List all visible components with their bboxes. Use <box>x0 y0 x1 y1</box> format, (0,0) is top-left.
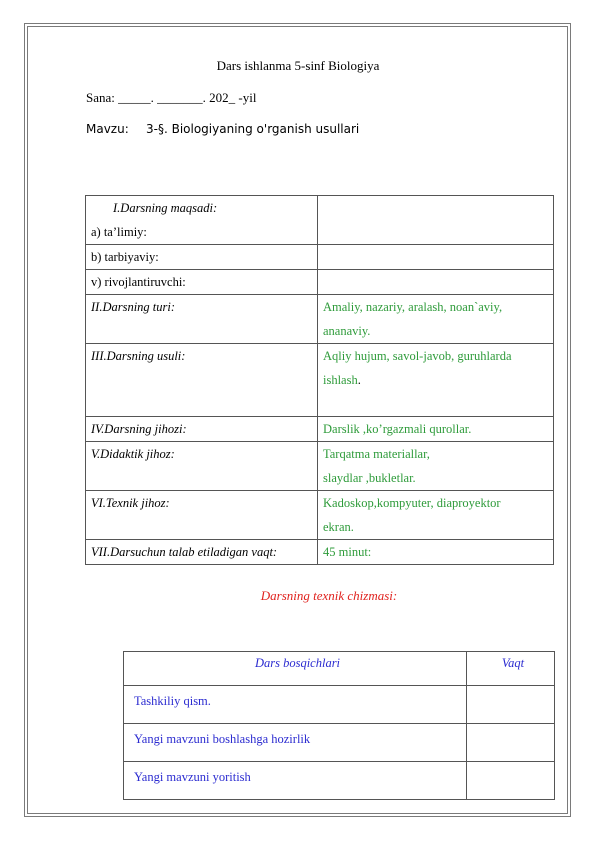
stage-cell: Tashkiliy qism. <box>124 686 467 724</box>
technical-value-line-2: ekran. <box>323 520 354 534</box>
method-value-text: ishlash <box>323 373 358 387</box>
technical-value <box>318 491 554 540</box>
table-row <box>86 295 554 344</box>
time-cell <box>467 686 555 724</box>
type-label: II.Darsning turi: <box>86 295 318 344</box>
method-value-line-1: Aqliy hujum, savol-javob, guruhlarda <box>323 349 512 363</box>
didactic-value <box>318 442 554 491</box>
method-value <box>318 344 554 417</box>
document-title: Dars ishlanma 5-sinf Biologiya <box>216 58 380 73</box>
table-row <box>124 724 555 762</box>
time-label: VII.Darsuchun talab etiladigan vaqt: <box>86 540 318 565</box>
didactic-value-line-2: slaydlar ,bukletlar. <box>323 471 416 485</box>
topic-line <box>86 122 359 136</box>
time-cell <box>467 762 555 800</box>
table-row <box>86 270 554 295</box>
table-row <box>124 686 555 724</box>
goal-cell <box>86 196 318 245</box>
time-cell <box>467 724 555 762</box>
time-value: 45 minut: <box>318 540 554 565</box>
col-header-stages: Dars bosqichlari <box>124 652 467 686</box>
table-row <box>86 491 554 540</box>
topic-value: 3-§. Biologiyaning o'rganish usullari <box>146 122 360 136</box>
goal-b: b) tarbiyaviy: <box>86 245 318 270</box>
type-value <box>318 295 554 344</box>
stage-cell: Yangi mavzuni yoritish <box>124 762 467 800</box>
goal-heading: I.Darsning maqsadi: <box>113 201 218 215</box>
table-row <box>86 442 554 491</box>
table-header-row <box>124 652 555 686</box>
method-value-dot: . <box>357 373 361 387</box>
type-value-line-1: Amaliy, nazariy, aralash, noan`aviy, <box>323 300 503 314</box>
goal-a: a) ta’limiy: <box>91 225 147 239</box>
goal-v: v) rivojlantiruvchi: <box>86 270 318 295</box>
empty-cell <box>318 245 554 270</box>
didactic-value-line-1: Tarqatma materiallar, <box>323 447 430 461</box>
table-row <box>86 344 554 417</box>
technical-label: VI.Texnik jihoz: <box>86 491 318 540</box>
goal-value-cell <box>318 196 554 245</box>
lesson-plan-table <box>85 195 554 565</box>
method-value-line-2 <box>323 368 548 392</box>
col-header-time: Vaqt <box>467 652 555 686</box>
table-row <box>86 245 554 270</box>
table-row <box>124 762 555 800</box>
didactic-label: V.Didaktik jihoz: <box>86 442 318 491</box>
equipment-value: Darslik ,ko’rgazmali qurollar. <box>318 417 554 442</box>
equipment-label: IV.Darsning jihozi: <box>86 417 318 442</box>
technical-value-line-1: Kadoskop,kompyuter, diaproyektor <box>323 496 501 510</box>
empty-cell <box>318 270 554 295</box>
method-label: III.Darsning usuli: <box>86 344 318 417</box>
section-subtitle: Darsning texnik chizmasi: <box>260 588 398 603</box>
type-value-line-2: ananaviy. <box>323 324 371 338</box>
date-line: Sana: _____. _______. 202_ -yil <box>86 90 257 105</box>
table-row <box>86 196 554 245</box>
lesson-stages-table <box>123 651 555 800</box>
stage-cell: Yangi mavzuni boshlashga hozirlik <box>124 724 467 762</box>
table-row <box>86 540 554 565</box>
table-row <box>86 417 554 442</box>
topic-label: Mavzu: <box>86 122 129 136</box>
